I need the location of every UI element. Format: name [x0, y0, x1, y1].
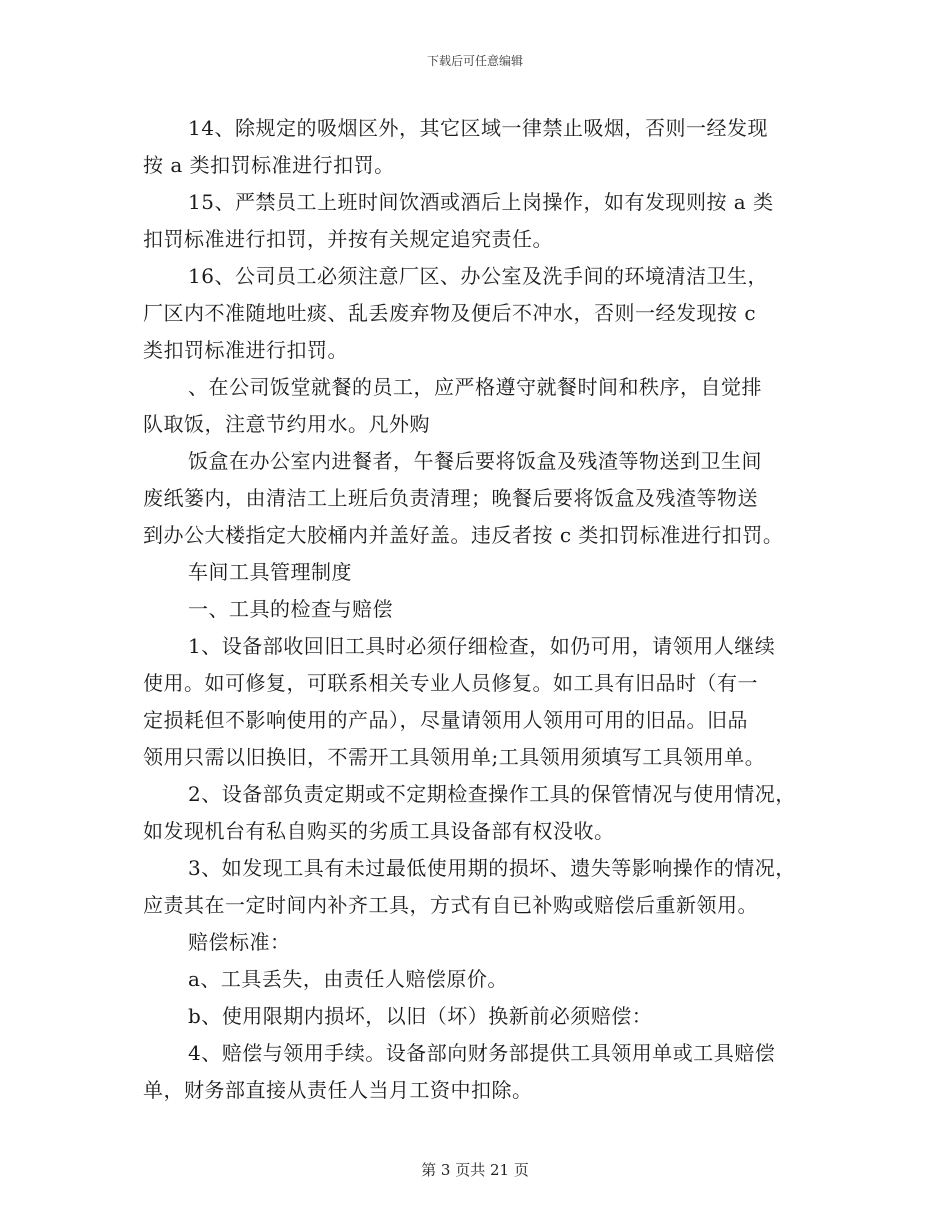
page-footer: 第 3 页共 21 页: [421, 1161, 529, 1179]
paragraph-line: 14、除规定的吸烟区外，其它区域一律禁止吸烟，否则一经发现: [188, 116, 768, 140]
paragraph-line: 队取饭，注意节约用水。凡外购: [143, 412, 430, 436]
section-heading: 一、工具的检查与赔偿: [188, 597, 393, 621]
paragraph-line: 按 a 类扣罚标准进行扣罚。: [143, 153, 395, 177]
paragraph-line: 16、公司员工必须注意厂区、办公室及洗手间的环境清洁卫生，: [188, 264, 768, 288]
paragraph-line: 3、如发现工具有未过最低使用期的损坏、遗失等影响操作的情况，: [188, 856, 796, 880]
paragraph-line: 领用只需以旧换旧，不需开工具领用单;工具领用须填写工具领用单。: [143, 745, 766, 769]
paragraph-line: 2、设备部负责定期或不定期检查操作工具的保管情况与使用情况，: [188, 782, 796, 806]
document-body: [143, 110, 813, 1109]
paragraph-line: 应责其在一定时间内补齐工具，方式有自已补购或赔偿后重新领用。: [143, 893, 758, 917]
paragraph-line: 厂区内不准随地吐痰、乱丢废弃物及便后不冲水，否则一经发现按 c: [143, 301, 757, 325]
paragraph-line: 扣罚标准进行扣罚，并按有关规定追究责任。: [143, 227, 553, 251]
paragraph-line: 1、设备部收回旧工具时必须仔细检查，如仍可用，请领用人继续: [188, 634, 776, 658]
paragraph-line: 4、赔偿与领用手续。设备部向财务部提供工具领用单或工具赔偿: [188, 1041, 776, 1065]
list-item: a、工具丢失，由责任人赔偿原价。: [188, 967, 508, 991]
paragraph-line: 饭盒在办公室内进餐者，午餐后要将饭盒及残渣等物送到卫生间: [188, 449, 762, 473]
section-title: 车间工具管理制度: [188, 560, 352, 584]
paragraph-line: 15、严禁员工上班时间饮酒或酒后上岗操作，如有发现则按 a 类: [188, 190, 774, 214]
paragraph-line: 定损耗但不影响使用的产品），尽量请领用人领用可用的旧品。旧品: [143, 708, 748, 732]
list-item: b、使用限期内损坏，以旧（坏）换新前必须赔偿：: [188, 1004, 653, 1028]
paragraph-line: 废纸篓内，由清洁工上班后负责清理；晚餐后要将饭盒及残渣等物送: [143, 486, 758, 510]
paragraph-line: 类扣罚标准进行扣罚。: [143, 338, 348, 362]
paragraph-line: 单，财务部直接从责任人当月工资中扣除。: [143, 1078, 533, 1102]
paragraph-line: 、在公司饭堂就餐的员工，应严格遵守就餐时间和秩序，自觉排: [188, 375, 762, 399]
paragraph-line: 如发现机台有私自购买的劣质工具设备部有权没收。: [143, 819, 615, 843]
subheading: 赔偿标准：: [188, 930, 291, 954]
paragraph-line: 使用。如可修复，可联系相关专业人员修复。如工具有旧品时（有一: [143, 671, 758, 695]
page-header: 下载后可任意编辑: [426, 54, 523, 68]
paragraph-line: 到办公大楼指定大胶桶内并盖好盖。违反者按 c 类扣罚标准进行扣罚。: [143, 523, 784, 547]
